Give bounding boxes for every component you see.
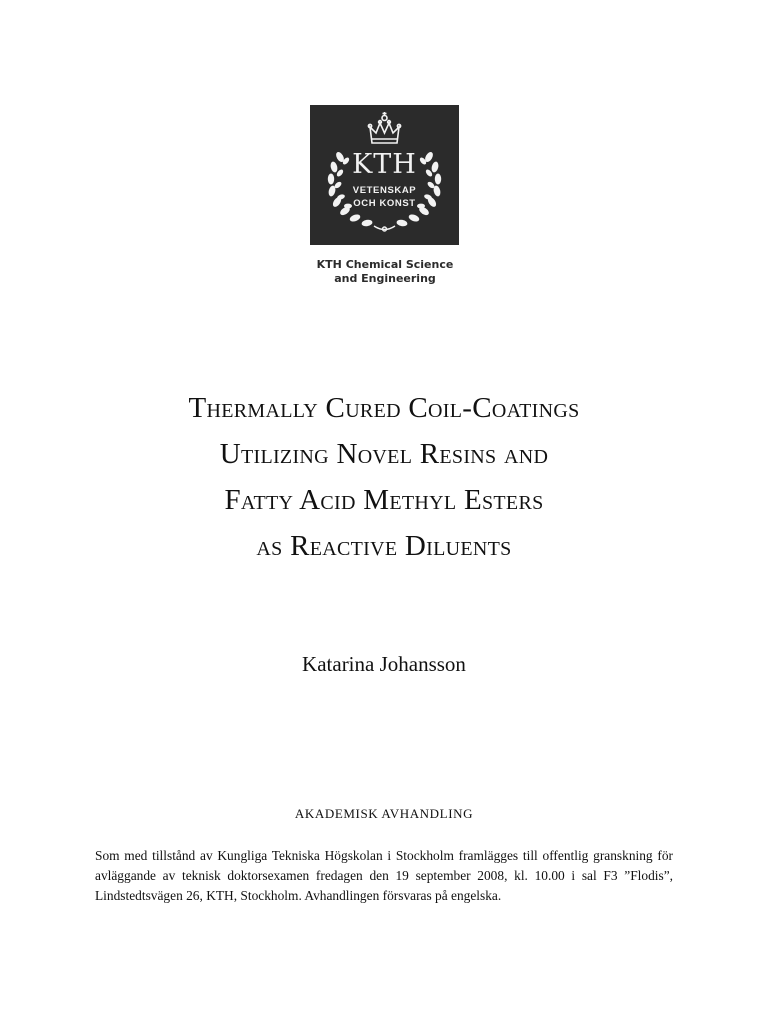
school-name-line-1: KTH Chemical Science	[316, 258, 454, 271]
author-name: Katarina Johansson	[302, 652, 466, 676]
logo-motto-line-2: OCH KONST	[353, 198, 416, 209]
logo-wordmark: KTH	[352, 149, 417, 180]
title-line-2: Utilizing Novel Resins and	[219, 438, 549, 470]
thesis-type-heading: AKADEMISK AVHANDLING	[294, 806, 474, 821]
logo-motto-line-1: VETENSKAP	[352, 185, 417, 196]
school-name	[300, 258, 470, 286]
title-line-1: Thermally Cured Coil-Coatings	[188, 392, 580, 424]
kth-logo	[310, 105, 459, 245]
title-line-4: as Reactive Diluents	[256, 530, 512, 562]
defense-announcement-paragraph: Som med tillstånd av Kungliga Tekniska Högskolan i Stockholm framlägges till offentlig granskning för avläggande av teknisk doktorsexamen fredagen den 19 september 2008, kl. 10.00 i sal F3 ”Flodis”, Lindstedtsvägen 26, KTH, Stockholm. Avhandlingen försvaras på engelska.	[95, 848, 673, 903]
school-name-line-2: and Engineering	[334, 272, 436, 285]
title-line-3: Fatty Acid Methyl Esters	[224, 484, 544, 516]
thesis-title	[0, 385, 768, 569]
